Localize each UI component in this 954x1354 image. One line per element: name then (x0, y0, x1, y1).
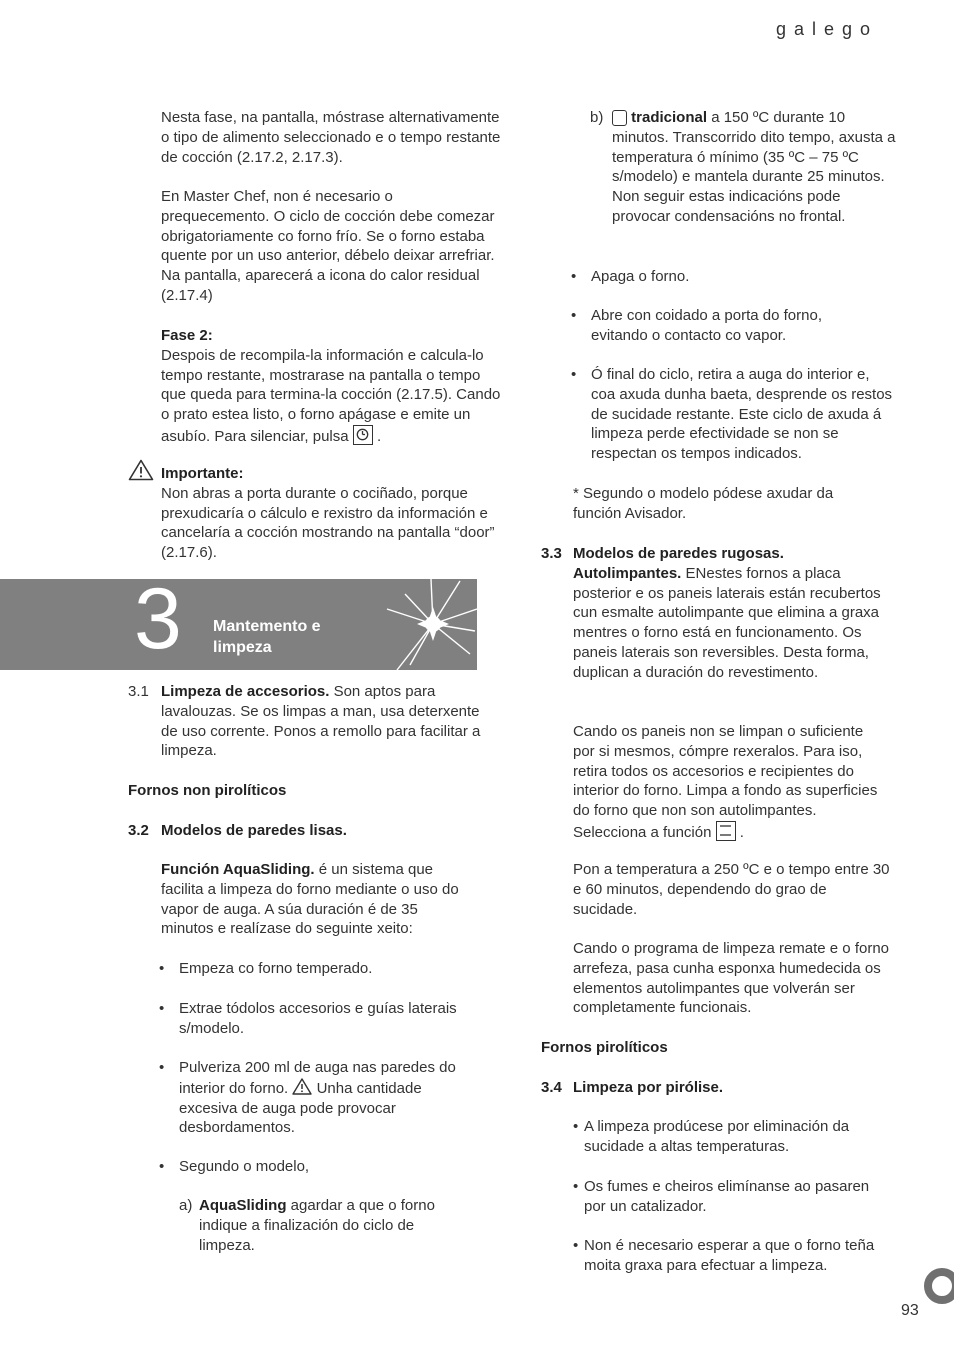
fase2-end: . (376, 427, 382, 445)
language-label: galego (776, 19, 879, 39)
section-3-4-bullet-1: A limpeza prodúcese por eliminación da sucidade a altas temperaturas. (584, 1118, 850, 1155)
page-number: 93 (901, 1302, 919, 1319)
section-3-3-number: 3.3 (541, 545, 562, 562)
footer-ring-decoration (924, 1268, 954, 1304)
section-3-2-title: Modelos de paredes lisas. (161, 822, 347, 839)
bullet-dot: • (573, 1237, 579, 1254)
option-b-text (612, 108, 897, 227)
section-3-4-title: Limpeza por pirólise. (573, 1079, 724, 1096)
section-3-3-p2-end: . (739, 823, 744, 841)
bullet-dot: • (159, 1000, 165, 1017)
warning-icon (292, 1078, 312, 1095)
chapter-title-line2: limpeza (213, 639, 272, 656)
section-3-2-number: 3.2 (128, 822, 149, 839)
fase2-title: Fase 2: (161, 327, 213, 344)
aquasliding-text: é un sistema que facilita a limpeza do forno mediante o uso do vapor de auga. A súa duración é de 35 minutos e realízase do seguinte xeito: (161, 861, 459, 938)
pyrolytic-heading: Fornos pirolíticos (541, 1039, 668, 1056)
chapter-title-line1: Mantemento e (213, 618, 321, 635)
option-a-text (199, 1196, 469, 1255)
bullet-open: Abre con coidado a porta do forno, evitando o contacto co vapor. (591, 307, 822, 344)
section-3-4-bullet-2: Os fumes e cheiros elimínanse ao pasaren por un catalizador. (584, 1178, 870, 1215)
bullet-3 (179, 1058, 471, 1138)
sparkle-icon (385, 579, 477, 670)
section-3-3-paragraph-2 (573, 722, 883, 843)
option-b-title: tradicional (631, 109, 708, 126)
grill-element-icon (716, 821, 736, 841)
paragraph-phase-display: Nesta fase, na pantalla, móstrase alternativamente o tipo de alimento seleccionado e o tempo restante de cocción (2.17.2, 2.17.3). (161, 109, 501, 166)
option-a-label: a) (179, 1197, 193, 1214)
bullet-off: Apaga o forno. (591, 268, 690, 285)
oven-icon (612, 110, 627, 126)
section-3-3-paragraph-4: Cando o programa de limpeza remate e o forno arrefeza, pasa cunha esponxa humedecida os elementos autolimpantes que volverán ser completamente funcionais. (573, 940, 890, 1017)
chapter-number: 3 (134, 571, 182, 667)
fase2-text: Despois de recompila-la información e calcula-lo tempo restante, mostrarase na pantalla o tempo que queda para termina-la cocción (2.17.5). Cando o prato estea listo, o forno apágase e emite un asubío. Para silenciar, pulsa (161, 346, 501, 445)
bullet-3-text-b: Unha cantidade excesiva de auga pode provocar desbordamentos. (179, 1079, 422, 1137)
paragraph-master-chef: En Master Chef, non é necesario o prequecemento. O ciclo de cocción debe comezar obrigatoriamente co forno frío. Se o forno estaba quente por un uso anterior, débelo deixar arrefriar. Na pantalla, aparecerá a icona do calor residual (2.17.4) (161, 188, 495, 304)
section-3-1-title: Limpeza de accesorios. (161, 683, 330, 700)
bullet-1: Empeza co forno temperado. (179, 960, 373, 977)
bullet-dot: • (571, 268, 577, 285)
section-3-3-title-1: Modelos de paredes rugosas. (573, 545, 784, 562)
bullet-dot: • (159, 1158, 165, 1175)
bullet-dot: • (571, 307, 577, 324)
important-text: Non abras a porta durante o cociñado, porque prexudicaría o cálculo e rexistro da información e cancelaría a cocción mostrando na pantalla “door” (2.17.6). (161, 484, 495, 562)
bullet-dot: • (571, 366, 577, 383)
important-title: Importante: (161, 465, 244, 482)
aquasliding-title: Función AquaSliding. (161, 861, 315, 878)
chapter-banner (0, 571, 477, 670)
option-a-body: agardar a que o forno indique a finalización do ciclo de limpeza. (199, 1197, 435, 1254)
chapter-title (213, 616, 321, 658)
section-3-3-p2-text: Cando os paneis non se limpan o suficiente por si mesmos, cómpre rexeralos. Para iso, retira todos os accesorios e recipientes do interior do forno. Limpa a fondo as superficies do forno que non son autolimpantes. Selecciona a función (573, 723, 878, 841)
non-pyrolytic-heading: Fornos non pirolíticos (128, 782, 287, 799)
option-b-body: a 150 ºC durante 10 minutos. Transcorrido dito tempo, axusta a temperatura ó mínimo (35 ºC – 75 ºC s/modelo) e mantela durante 25 minutos. Non seguir estas indicacións pode provocar condensacións no frontal. (612, 109, 896, 225)
section-3-3-title-2: Autolimpantes. (573, 564, 682, 582)
note-avisador: * Segundo o modelo pódese axudar da función Avisador. (573, 485, 834, 522)
section-3-3-text (573, 544, 893, 683)
option-a-title: AquaSliding (199, 1197, 287, 1214)
important-block (161, 464, 506, 563)
bullet-dot: • (159, 1059, 165, 1076)
fase2-block (161, 326, 506, 447)
bullet-4: Segundo o modelo, (179, 1158, 310, 1175)
section-3-1-number: 3.1 (128, 683, 149, 700)
section-3-4-number: 3.4 (541, 1079, 562, 1096)
section-3-3-paragraph-3: Pon a temperatura a 250 ºC e o tempo entre 30 e 60 minutos, dependendo do grao de sucidade. (573, 861, 890, 918)
aquasliding-paragraph (161, 860, 461, 939)
warning-icon (128, 459, 154, 487)
timer-icon (353, 425, 373, 445)
bullet-dot: • (573, 1178, 579, 1195)
section-3-1-text (161, 682, 481, 761)
bullet-end: Ó final do ciclo, retira a auga do interior e, coa axuda dunha baeta, desprende os restos de sucidade restante. Este ciclo de axuda á limpeza perde efectividade se non se respectan os tempos indicados. (591, 366, 893, 463)
section-3-1-body: Son aptos para lavalouzas. Se os limpas a man, usa deterxente de uso corrente. Ponos a remollo para facilitar a limpeza. (161, 683, 481, 760)
bullet-dot: • (159, 960, 165, 977)
bullet-3-text-a: Pulveriza 200 ml de auga nas paredes do interior do forno. (179, 1059, 456, 1097)
section-3-4-bullet-3: Non é necesario esperar a que o forno teña moita graxa para efectuar a limpeza. (584, 1237, 875, 1274)
bullet-2: Extrae tódolos accesorios e guías laterais s/modelo. (179, 1000, 457, 1037)
section-3-3-body: ENestes fornos a placa posterior e os paneis laterais están recubertos cun esmalte autolimpante que elimina a graxa mentres o forno está en funcionamento. Os paneis laterais son reversibles. Desta forma, duplican a duración do revestimento. (573, 564, 881, 681)
bullet-dot: • (573, 1118, 579, 1135)
option-b-label: b) (590, 109, 604, 126)
